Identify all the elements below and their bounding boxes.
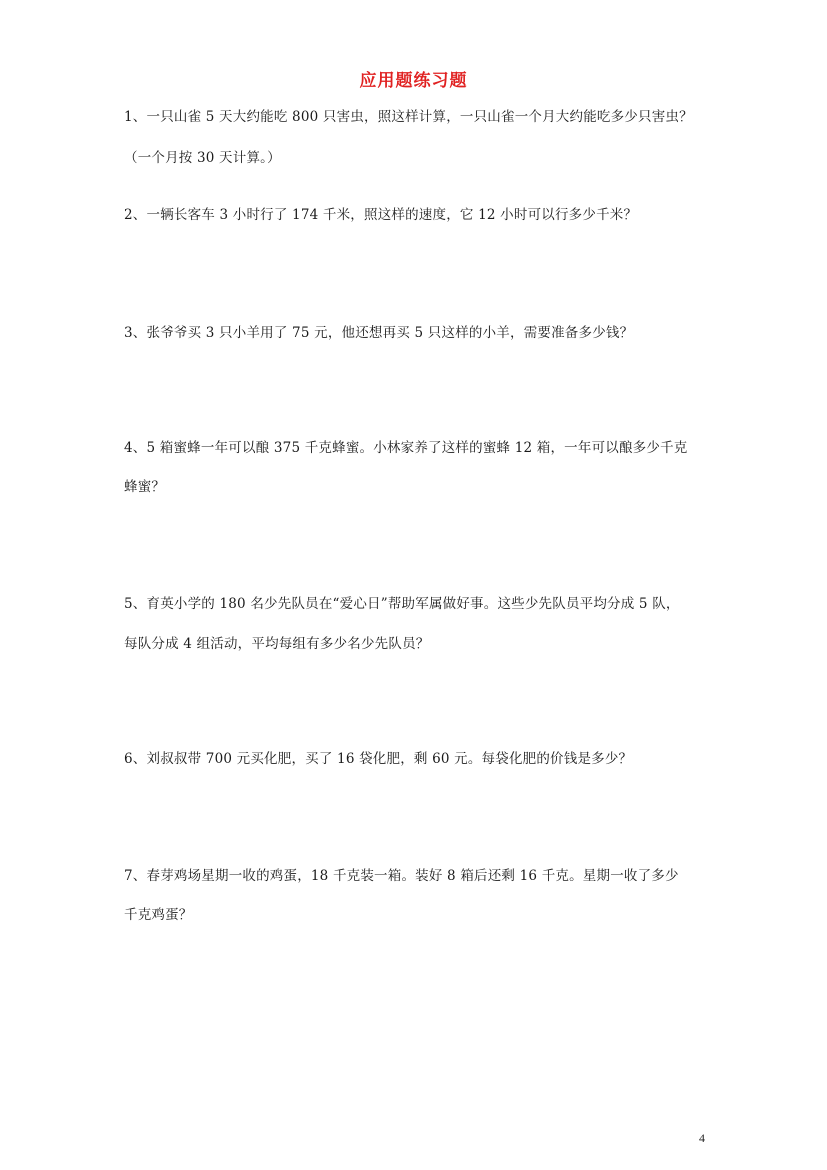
question-5-line-2: 每队分成 4 组活动，平均每组有多少名少先队员？ (124, 636, 430, 652)
document-title: 应用题练习题 (359, 71, 468, 91)
question-7-line-1: 7、春芽鸡场星期一收的鸡蛋，18 千克装一箱。装好 8 箱后还剩 16 千克。星期一收了多少 (124, 868, 679, 884)
page-number: 4 (699, 1131, 705, 1145)
question-6-line-1: 6、刘叔叔带 700 元买化肥，买了 16 袋化肥，剩 60 元。每袋化肥的价钱是多少？ (124, 751, 633, 767)
question-7-line-2: 千克鸡蛋？ (124, 907, 193, 923)
question-1-line-1: 1、一只山雀 5 天大约能吃 800 只害虫，照这样计算，一只山雀一个月大约能吃多少只害虫？ (124, 109, 693, 125)
question-4-line-2: 蜂蜜？ (124, 479, 166, 495)
question-4-line-1: 4、5 箱蜜蜂一年可以酿 375 千克蜂蜜。小林家养了这样的蜜蜂 12 箱，一年可以酿多少千克 (124, 440, 688, 456)
question-1-line-2: （一个月按 30 天计算。） (124, 150, 281, 166)
question-5-line-1: 5、育英小学的 180 名少先队员在“爱心日”帮助军属做好事。这些少先队员平均分成 5 队， (124, 596, 680, 612)
question-2-line-1: 2、一辆长客车 3 小时行了 174 千米，照这样的速度，它 12 小时可以行多少千米？ (124, 207, 638, 223)
question-3-line-1: 3、张爷爷买 3 只小羊用了 75 元，他还想再买 5 只这样的小羊，需要准备多少钱？ (124, 325, 634, 341)
